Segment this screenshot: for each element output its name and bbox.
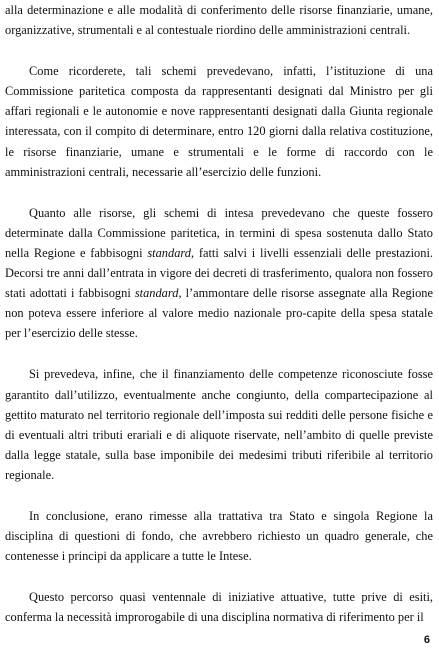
paragraph-risorse-part-2: , fatti salvi i livelli essenziali delle prestazioni. Decorsi tre anni dall’entrata in vigore dei decreti di trasferimento, qualora non fossero stati adottati i fabbisogni: [5, 245, 433, 301]
paragraph-risorse-part-3: , l’ammontare delle risorse assegnate alla Regione non poteva essere inferiore al valore medio nazionale pro-capite della spesa statale per l’esercizio delle stesse.: [5, 286, 433, 341]
paragraph-risorse: [5, 203, 433, 344]
paragraph-conclusione: In conclusione, erano rimesse alla trattativa tra Stato e singola Regione la disciplina di questioni di fondo, che avrebbero richiesto un quadro generale, che contenesse i principi da applicare a tutte le Intese.: [5, 508, 433, 564]
page-number: 6: [423, 634, 430, 646]
paragraph-risorse-part-1: Quanto alle risorse, gli schemi di intesa prevedevano che queste fossero determinate dalla Commissione paritetica, in termini di spesa sostenuta dallo Stato nella Regione e fabbisogni: [5, 205, 433, 260]
paragraph-continuation: alla determinazione e alle modalità di conferimento delle risorse finanziarie, umane, organizzative, strumentali e al contestuale riordino delle amministrazioni centrali.: [5, 3, 433, 38]
paragraph-finanziamento: Si prevedeva, infine, che il finanziamento delle competenze riconosciute fosse garantito dall’utilizzo, eventualmente anche congiunto, della compartecipazione al gettito maturato nel territorio regionale dell’imposta sui redditi delle persone fisiche e di eventuali altri tributi erariali e di aliquote riservate, nell’ambito di quelle previste dalla legge statale, sulla base imponibile dei medesimi tributi riferibile al territorio regionale.: [5, 367, 433, 482]
body-text: [5, 0, 433, 627]
italic-standard-2: standard: [134, 286, 179, 301]
italic-standard-1: standard: [147, 245, 191, 260]
paragraph-commissione: Come ricorderete, tali schemi prevedevano, infatti, l’istituzione di una Commissione paritetica composta da rappresentanti designati dal Ministro per gli affari regionali e le autonomie e nove rappresentanti designati dalla Giunta regionale interessata, con il compito di determinare, entro 120 giorni dalla relativa costituzione, le risorse finanziarie, umane e strumentali e le forme di raccordo con le amministrazioni centrali, necessarie all’esercizio delle funzioni.: [5, 64, 433, 179]
paragraph-percorso: Questo percorso quasi ventennale di iniziative attuative, tutte prive di esiti, conferma la necessità improrogabile di una disciplina normativa di riferimento per il: [5, 590, 433, 625]
